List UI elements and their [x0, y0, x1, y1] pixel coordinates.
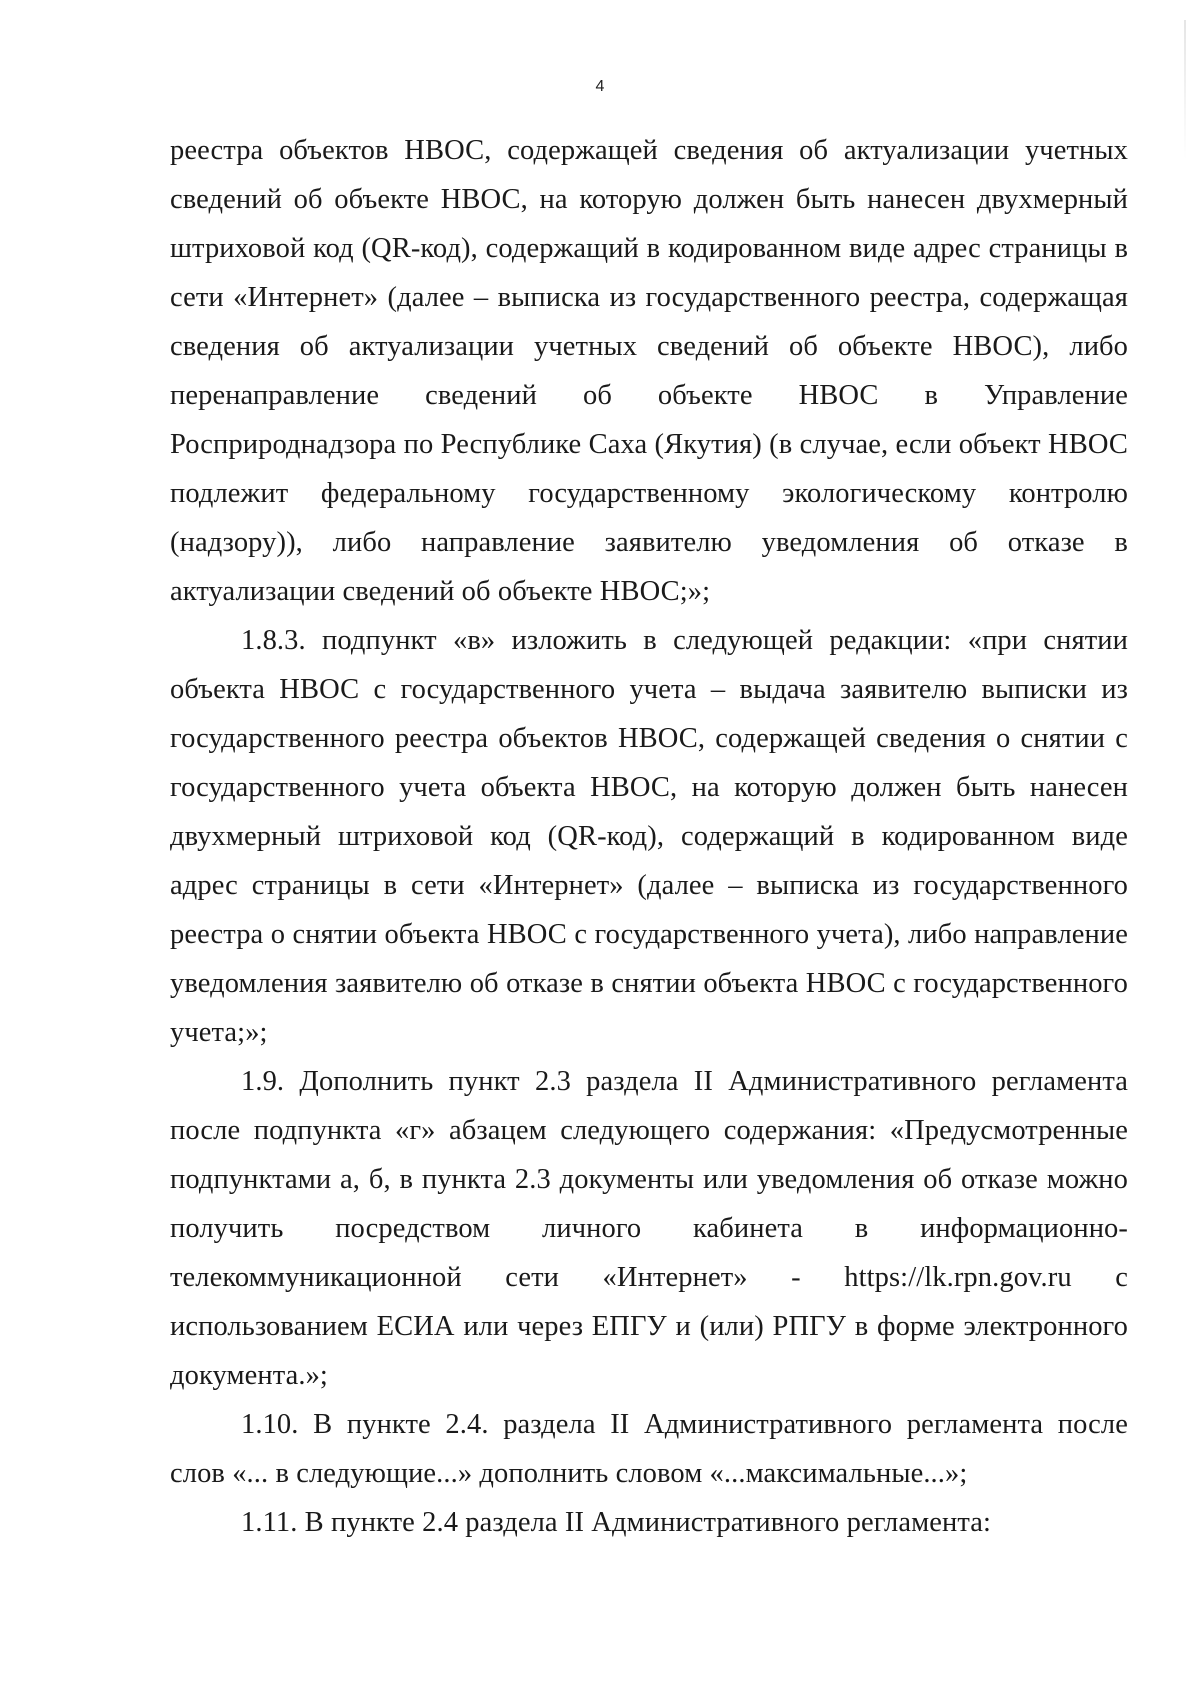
paragraph-1-8-3: 1.8.3. подпункт «в» изложить в следующей редакции: «при снятии объекта НВОС с государственного учета – выдача заявителю выписки из государственного реестра объектов НВОС, содержащей сведения о снятии с государственного учета объекта НВОС, на которую должен быть нанесен двухмерный штриховой код (QR-код), содержащий в кодированном виде адрес страницы в сети «Интернет» (далее – выписка из государственного реестра о снятии объекта НВОС с государственного учета), либо направление уведомления заявителю об отказе в снятии объекта НВОС с государственного учета;»; [170, 625, 1128, 1048]
paragraph-1-9: 1.9. Дополнить пункт 2.3 раздела II Административного регламента после подпункта «г» абзацем следующего содержания: «Предусмотренные подпунктами а, б, в пункта 2.3 документы или уведомления об отказе можно получить посредством личного кабинета в информационно-телекоммуникационной сети «Интернет» - https://lk.rpn.gov.ru с использованием ЕСИА или через ЕПГУ и (или) РПГУ в форме электронного документа.»; [170, 1066, 1128, 1391]
page-number: 4 [595, 78, 605, 95]
document-body [170, 126, 1128, 1547]
paragraph-1-11: 1.11. В пункте 2.4 раздела II Административного регламента: [241, 1507, 992, 1538]
paragraph-continuation: реестра объектов НВОС, содержащей сведения об актуализации учетных сведений об объекте НВОС, на которую должен быть нанесен двухмерный штриховой код (QR-код), содержащий в кодированном виде адрес страницы в сети «Интернет» (далее – выписка из государственного реестра, содержащая сведения об актуализации учетных сведений об объекте НВОС), либо перенаправление сведений об объекте НВОС в Управление Росприроднадзора по Республике Саха (Якутия) (в случае, если объект НВОС подлежит федеральному государственному экологическому контролю (надзору)), либо направление заявителю уведомления об отказе в актуализации сведений об объекте НВОС;»; [170, 135, 1128, 607]
paragraph-1-10: 1.10. В пункте 2.4. раздела II Административного регламента после слов «... в следующие...» дополнить словом «...максимальные...»; [170, 1409, 1128, 1489]
